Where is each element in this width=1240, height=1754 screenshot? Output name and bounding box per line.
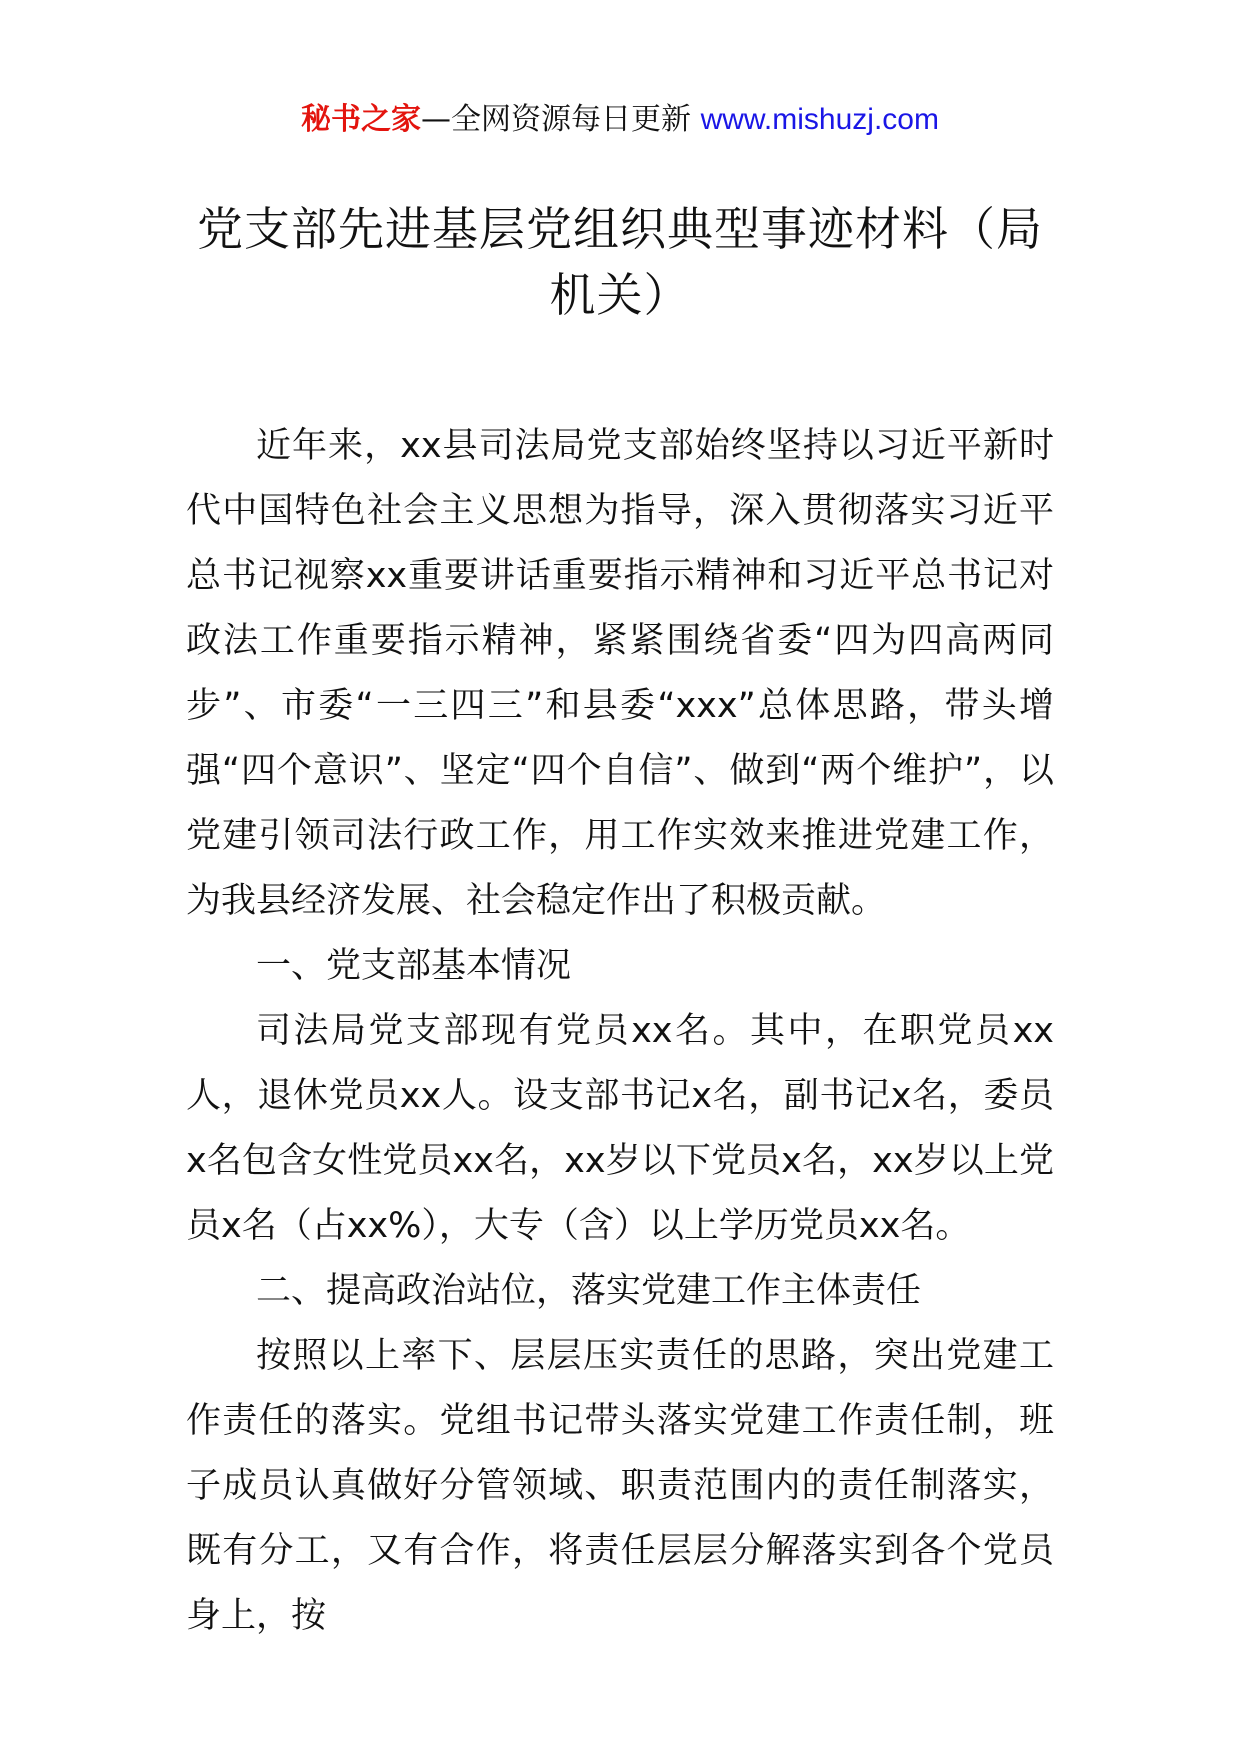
body-paragraph-intro: 近年来，xx县司法局党支部始终坚持以习近平新时代中国特色社会主义思想为指导，深入贯彻落实习近平总书记视察xx重要讲话重要指示精神和习近平总书记对政法工作重要指示精神，紧紧围绕省委“四为四高两同步”、市委“一三四三”和县委“xxx”总体思路，带头增强“四个意识”、坚定“四个自信”、做到“两个维护”，以党建引领司法行政工作，用工作实效来推进党建工作，为我县经济发展、社会稳定作出了积极贡献。 — [186, 426, 1054, 921]
brand-name: 秘书之家 — [301, 102, 422, 137]
section-heading-2: 二、提高政治站位，落实党建工作主体责任 — [256, 1271, 922, 1311]
header-slogan: —全网资源每日更新 — [421, 102, 692, 137]
document-body — [186, 414, 1054, 1649]
header-banner — [0, 100, 1240, 140]
body-paragraph-basic-info: 司法局党支部现有党员xx名。其中，在职党员xx人，退休党员xx人。设支部书记x名，副书记x名，委员x名包含女性党员xx名，xx岁以下党员x名，xx岁以上党员x名（占xx%），大专（含）以上学历党员xx名。 — [186, 1011, 1054, 1246]
site-url-link[interactable]: www.mishuzj.com — [700, 103, 939, 136]
section-heading-1: 一、党支部基本情况 — [256, 946, 572, 986]
document-title: 党支部先进基层党组织典型事迹材料（局机关） — [197, 202, 1043, 322]
body-paragraph-responsibility: 按照以上率下、层层压实责任的思路，突出党建工作责任的落实。党组书记带头落实党建工作责任制，班子成员认真做好分管领域、职责范围内的责任制落实，既有分工，又有合作，将责任层层分解落实到各个党员身上，按 — [186, 1336, 1054, 1636]
